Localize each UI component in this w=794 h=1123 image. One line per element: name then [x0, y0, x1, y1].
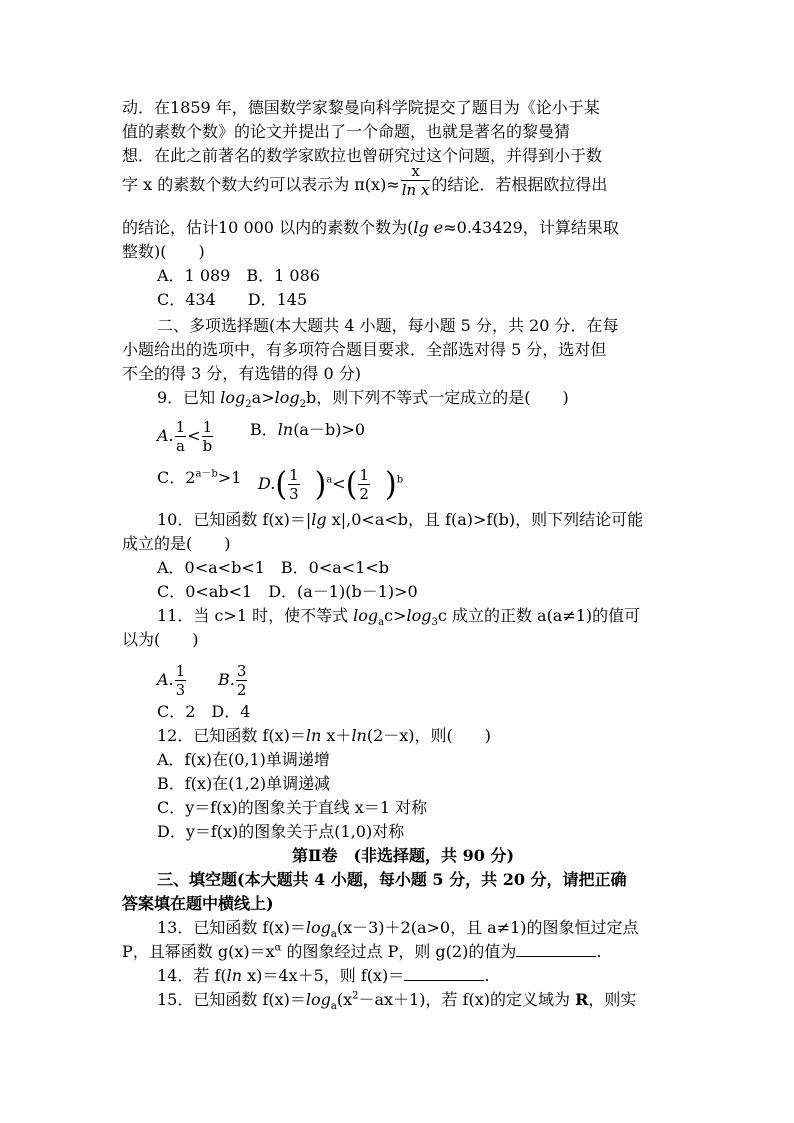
option-line: D．y＝f(x)的图象关于点(1,0)对称 [157, 822, 405, 841]
fraction-numerator: 3 [236, 662, 247, 680]
option-label: A. [157, 426, 174, 445]
subscript: 2 [299, 399, 306, 411]
option-line: A．f(x)在(0,1)单调递增 [157, 750, 330, 769]
text-span: lg [311, 510, 327, 529]
fraction-denominator: b [202, 437, 213, 455]
option-line: C．y＝f(x)的图象关于直线 x＝1 对称 [157, 798, 428, 817]
fraction [175, 662, 187, 699]
text-span: 11．当 c>1 时，使不等式 [157, 606, 354, 625]
fraction [236, 662, 248, 699]
fraction-denominator: 3 [289, 485, 299, 503]
text-span: log [274, 388, 300, 407]
text-line: 动．在1859 年，德国数学家黎曼向科学院提交了题目为《论小于某 [122, 98, 600, 117]
superscript: a [326, 474, 333, 486]
option-label: D. [258, 474, 276, 493]
text-span: ，则实 [588, 990, 637, 1009]
left-paren: ( [275, 464, 288, 504]
text-line: 想．在此之前著名的数学家欧拉也曾研究过这个问题，并得到小于数 [122, 146, 603, 165]
text-span: －ax＋1)，若 f(x)的定义域为 [358, 990, 576, 1009]
fraction-numerator: 1 [202, 418, 213, 436]
text-span: (x－3)＋2(a>0，且 a≠1)的图象恒过定点 [336, 918, 639, 937]
fraction-denominator: ln x [401, 181, 430, 199]
text-span: b，则下列不等式一定成立的是( ) [305, 388, 569, 407]
fraction-denominator: 3 [175, 681, 186, 699]
text-span: log [353, 606, 379, 625]
subscript: 3 [431, 617, 438, 629]
option-label: B. [218, 670, 235, 689]
text-span: ln [226, 966, 243, 985]
heading-line: 答案填在题中横线上) [122, 894, 274, 913]
fraction-numerator: 1 [289, 466, 299, 484]
fraction-numerator: 1 [175, 662, 186, 680]
fraction-numerator: 1 [359, 466, 369, 484]
option-label: C．2 [157, 468, 196, 487]
text-span: x＋ [321, 726, 352, 745]
text-span: c 成立的正数 a(a≠1)的值可 [437, 606, 641, 625]
option-line: A．0<a<b<1 B．0<a<1<b [157, 558, 390, 577]
part-title-text: 第Ⅱ卷 (非选择题，共 90 分) [292, 846, 515, 865]
fraction [202, 418, 214, 455]
fraction-denominator: 2 [359, 485, 369, 503]
fraction [401, 162, 431, 199]
subscript: 2 [245, 399, 252, 411]
right-paren: ) [314, 464, 327, 504]
formula-text [122, 162, 608, 199]
text-line: 成立的是( ) [122, 534, 231, 553]
text-span: ≈0.43429，计算结果取 [443, 218, 619, 237]
text-span: ln [351, 726, 367, 745]
answer-blank[interactable] [404, 964, 484, 981]
fraction [175, 418, 187, 455]
answer-blank[interactable] [516, 940, 596, 957]
subscript: a [330, 1001, 337, 1013]
fraction-numerator: x [411, 162, 420, 180]
text-span: >1 [217, 468, 242, 487]
option-label: A. [157, 670, 174, 689]
text-span: ln [305, 726, 322, 745]
option-line: A．1 089 B．1 086 [157, 266, 320, 285]
option-line: C．434 D．145 [157, 290, 308, 309]
heading-line: 小题给出的选项中，有多项符合题目要求．全部选对得 5 分，选对但 [122, 340, 607, 359]
text-span: log [220, 388, 246, 407]
option-line: B．f(x)在(1,2)单调递减 [157, 774, 331, 793]
text-line: 值的素数个数》的论文并提出了一个命题，也就是著名的黎曼猜 [122, 122, 571, 141]
fraction [358, 466, 370, 503]
text-span: 的图象经过点 P，则 g(2)的值为 [281, 942, 517, 961]
text-span: . [484, 966, 490, 985]
subscript: a [378, 617, 385, 629]
heading-line: 三、填空题(本大题共 4 小题，每小题 5 分，共 20 分，请把正确 [157, 870, 627, 889]
text-span: < [332, 474, 346, 493]
text-span: 9．已知 [157, 388, 221, 407]
text-span: a> [251, 388, 275, 407]
option-line: C．0<ab<1 D．(a－1)(b－1)>0 [157, 582, 418, 601]
superscript: α [274, 942, 282, 954]
text-span: log [305, 918, 331, 937]
left-paren: ( [345, 464, 358, 504]
text-span: (x [336, 990, 353, 1009]
text-line: 整数)( ) [122, 242, 205, 261]
text-span: (a－b)>0 [293, 420, 366, 439]
text-span: 13．已知函数 f(x)＝ [157, 918, 306, 937]
superscript: 2 [352, 990, 359, 1002]
heading-line: 不全的得 3 分，有选错的得 0 分) [122, 364, 361, 383]
fraction-denominator: 2 [236, 681, 247, 699]
text-line: 以为( ) [122, 630, 199, 649]
text-span: 15．已知函数 f(x)＝ [157, 990, 306, 1009]
fraction [288, 466, 300, 503]
option-label: B． [250, 420, 278, 439]
text-span: R [575, 990, 589, 1009]
option-line: C．2 D．4 [157, 702, 251, 721]
text-span: x|,0<a<b，且 f(a)>f(b)，则下列结论可能 [326, 510, 644, 529]
text-span: c> [384, 606, 407, 625]
fraction-numerator: 1 [175, 418, 186, 436]
superscript: b [396, 474, 404, 486]
text-span: . [596, 942, 602, 961]
text-span: 的结论．若根据欧拉得出 [431, 175, 608, 194]
text-span: < [187, 426, 201, 445]
text-span: P，且幂函数 g(x)＝x [122, 942, 275, 961]
text-span: ln [277, 420, 294, 439]
right-paren: ) [384, 464, 397, 504]
text-span: log [305, 990, 331, 1009]
superscript: a－b [195, 468, 218, 480]
text-span: 14．若 f( [157, 966, 227, 985]
subscript: a [330, 929, 337, 941]
text-span: lg e [413, 218, 444, 237]
text-span: 的结论，估计10 000 以内的素数个数为( [122, 218, 414, 237]
text-span: 10．已知函数 f(x)＝| [157, 510, 312, 529]
text-span: 字 x 的素数个数大约可以表示为 π(x)≈ [122, 175, 400, 194]
fraction-denominator: a [175, 437, 185, 455]
text-span: (2－x)，则( ) [366, 726, 492, 745]
text-span: 12．已知函数 f(x)＝ [157, 726, 306, 745]
heading-line: 二、多项选择题(本大题共 4 小题，每小题 5 分，共 20 分．在每 [157, 316, 619, 335]
text-span: x)＝4x＋5，则 f(x)＝ [242, 966, 405, 985]
text-span: log [406, 606, 432, 625]
